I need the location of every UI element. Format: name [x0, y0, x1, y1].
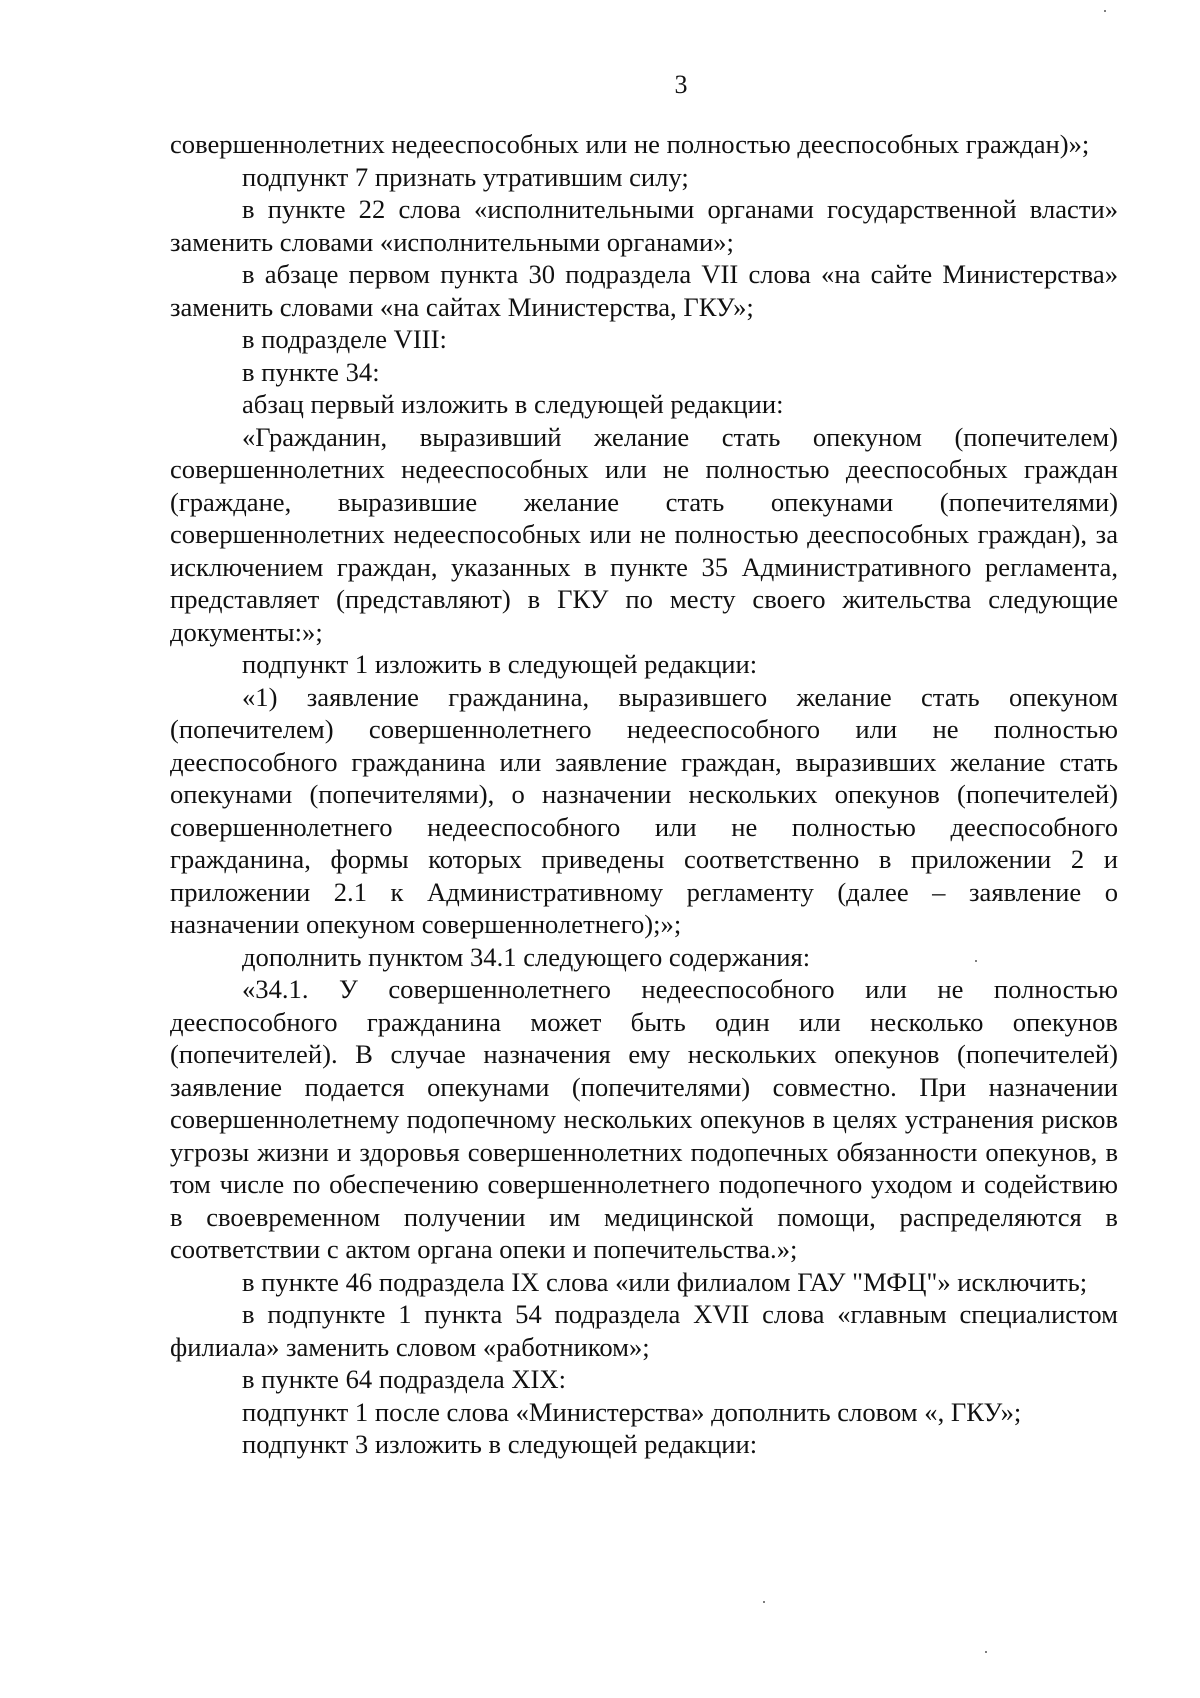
- document-body: [170, 128, 1118, 1461]
- paragraph: в пункте 34:: [242, 356, 380, 387]
- paragraph: подпункт 1 изложить в следующей редакции:: [242, 649, 758, 679]
- paragraph: подпункт 1 после слова «Министерства» дополнить словом «, ГКУ»;: [242, 1396, 1022, 1427]
- paragraph: «Гражданин, выразивший желание стать опекуном (попечителем) совершеннолетних недееспособных или не полностью дееспособных граждан (граждане, выразившие желание стать опекунами (попечителями) совершеннолетних недееспособных или не полностью дееспособных граждан), за исключением граждан, указанных в пункте 35 Административного регламента, представляет (представляют) в ГКУ по месту своего жительства следующие документы:»;: [170, 421, 1118, 647]
- paragraph: дополнить пунктом 34.1 следующего содержания:: [242, 941, 811, 972]
- paragraph: в абзаце первом пункта 30 подраздела VII слова «на сайте Министерства» заменить словами «на сайтах Министерства, ГКУ»;: [170, 259, 1118, 322]
- scan-speck: [1104, 10, 1106, 12]
- paragraph: в пункте 64 подраздела XIX:: [242, 1364, 566, 1394]
- paragraph: подпункт 3 изложить в следующей редакции:: [242, 1429, 758, 1459]
- paragraph: «1) заявление гражданина, выразившего желание стать опекуном (попечителем) совершеннолетнего недееспособного или не полностью дееспособного гражданина или заявление граждан, выразивших желание стать опекунами (попечителями), о назначении нескольких опекунов (попечителей) совершеннолетнего недееспособного или не полностью дееспособного гражданина, формы которых приведены соответственно в приложении 2 и приложении 2.1 к Административному регламенту (далее – заявление о назначении опекуном совершеннолетнего);»;: [170, 681, 1118, 939]
- paragraph: в пункте 22 слова «исполнительными органами государственной власти» заменить словами «исполнительными органами»;: [170, 194, 1118, 257]
- page-number: 3: [674, 70, 688, 99]
- paragraph: подпункт 7 признать утратившим силу;: [242, 161, 689, 192]
- paragraph: в пункте 46 подраздела IX слова «или филиалом ГАУ "МФЦ"» исключить;: [242, 1266, 1088, 1297]
- paragraph: в подпункте 1 пункта 54 подраздела XVII слова «главным специалистом филиала» заменить словом «работником»;: [170, 1299, 1118, 1362]
- paragraph: абзац первый изложить в следующей редакции:: [242, 389, 784, 419]
- scan-speck: [985, 1651, 987, 1653]
- scan-speck: [975, 960, 977, 962]
- paragraph: в подразделе VIII:: [242, 324, 447, 354]
- paragraph: совершеннолетних недееспособных или не полностью дееспособных граждан)»;: [170, 129, 1090, 159]
- paragraph: «34.1. У совершеннолетнего недееспособного или не полностью дееспособного гражданина может быть один или несколько опекунов (попечителей). В случае назначения ему нескольких опекунов (попечителей) заявление подается опекунами (попечителями) совместно. При назначении совершеннолетнему подопечному нескольких опекунов в целях устранения рисков угрозы жизни и здоровья совершеннолетних подопечных обязанности опекунов, в том числе по обеспечению совершеннолетнего подопечного уходом и содействию в своевременном получении им медицинской помощи, распределяются в соответствии с актом органа опеки и попечительства.»;: [170, 974, 1118, 1264]
- scan-speck: [763, 1601, 765, 1603]
